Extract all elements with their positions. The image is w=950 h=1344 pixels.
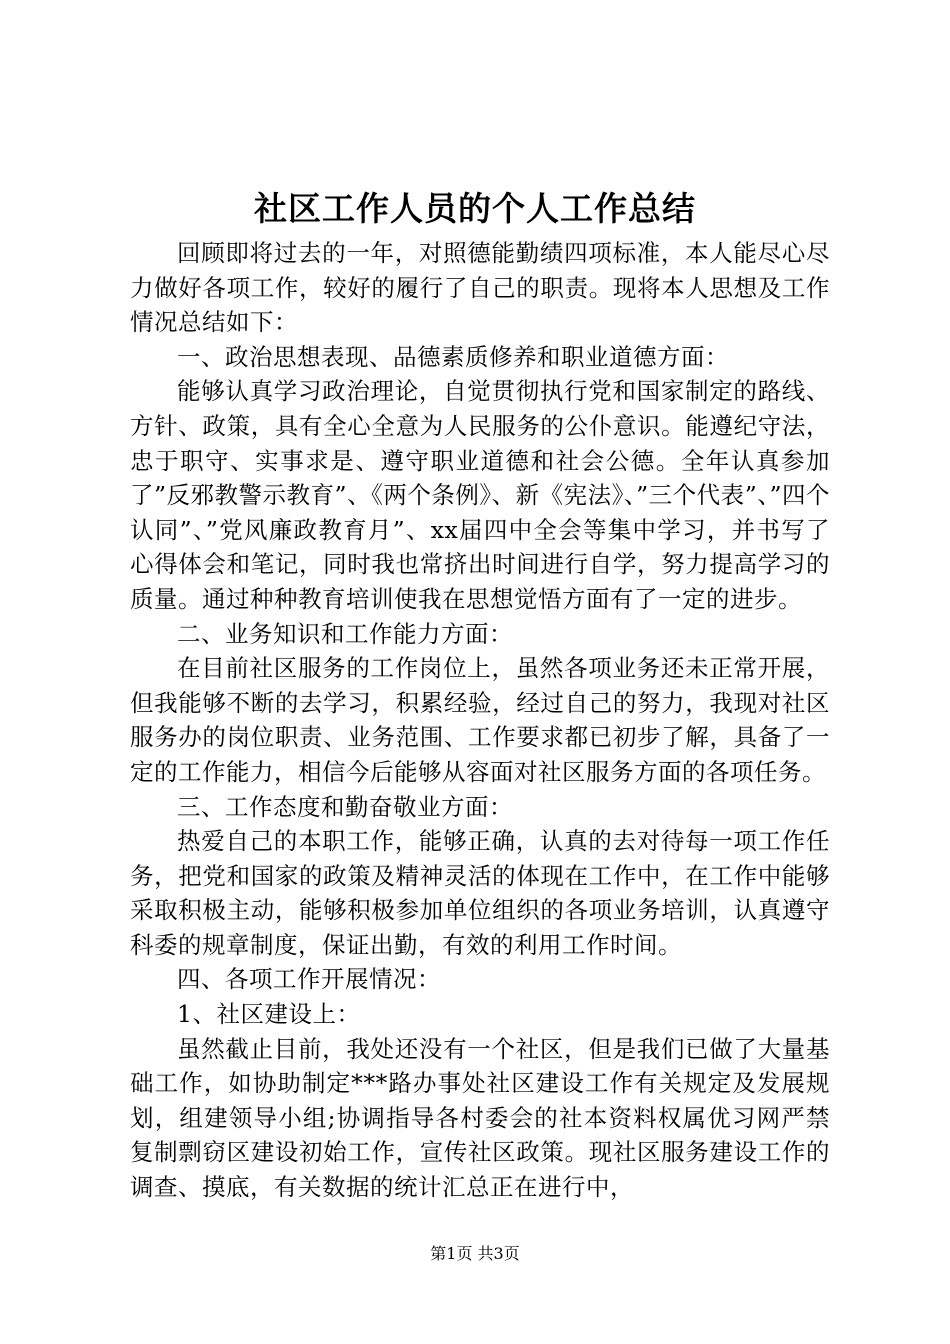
document-body: [130, 236, 830, 1205]
page-footer: 第1页 共3页: [430, 1244, 520, 1263]
paragraph-intro: 回顾即将过去的一年，对照德能勤绩四项标准，本人能尽心尽力做好各项工作，较好的履行了自己的职责。现将本人思想及工作情况总结如下：: [130, 239, 830, 337]
paragraph-political: 能够认真学习政治理论，自觉贯彻执行党和国家制定的路线、方针、政策，具有全心全意为人民服务的公仆意识。能遵纪守法，忠于职守、实事求是、遵守职业道德和社会公德。全年认真参加了”反邪教警示教育”、《两个条例》、新《宪法》、”三个代表”、”四个认同”、”党风廉政教育月”、xx届四中全会等集中学习，并书写了心得体会和笔记，同时我也常挤出时间进行自学，努力提高学习的质量。通过种种教育培训使我在思想觉悟方面有了一定的进步。: [130, 377, 830, 613]
paragraph-community: 虽然截止目前，我处还没有一个社区，但是我们已做了大量基础工作，如协助制定***路办事处社区建设工作有关规定及发展规划，组建领导小组;协调指导各村委会的社本资料权属优习网严禁复制剽窃区建设初始工作，宣传社区政策。现社区服务建设工作的调查、摸底，有关数据的统计汇总正在进行中，: [130, 1034, 830, 1202]
paragraph-business: 在目前社区服务的工作岗位上，虽然各项业务还未正常开展，但我能够不断的去学习，积累经验，经过自己的努力，我现对社区服务办的岗位职责、业务范围、工作要求都已初步了解，具备了一定的工作能力，相信今后能够从容面对社区服务方面的各项任务。: [130, 654, 830, 786]
document-title: 社区工作人员的个人工作总结: [254, 189, 696, 228]
subsection-heading-community: 1、社区建设上：: [177, 1000, 361, 1029]
section-heading-attitude: 三、工作态度和勤奋敬业方面：: [177, 792, 513, 821]
section-heading-business: 二、业务知识和工作能力方面：: [177, 619, 513, 648]
section-heading-political: 一、政治思想表现、品德素质修养和职业道德方面：: [177, 342, 729, 371]
paragraph-attitude: 热爱自己的本职工作，能够正确，认真的去对待每一项工作任务，把党和国家的政策及精神灵活的体现在工作中，在工作中能够采取积极主动，能够积极参加单位组织的各项业务培训，认真遵守科委的规章制度，保证出勤，有效的利用工作时间。: [130, 827, 830, 959]
section-heading-work: 四、各项工作开展情况：: [177, 965, 441, 994]
